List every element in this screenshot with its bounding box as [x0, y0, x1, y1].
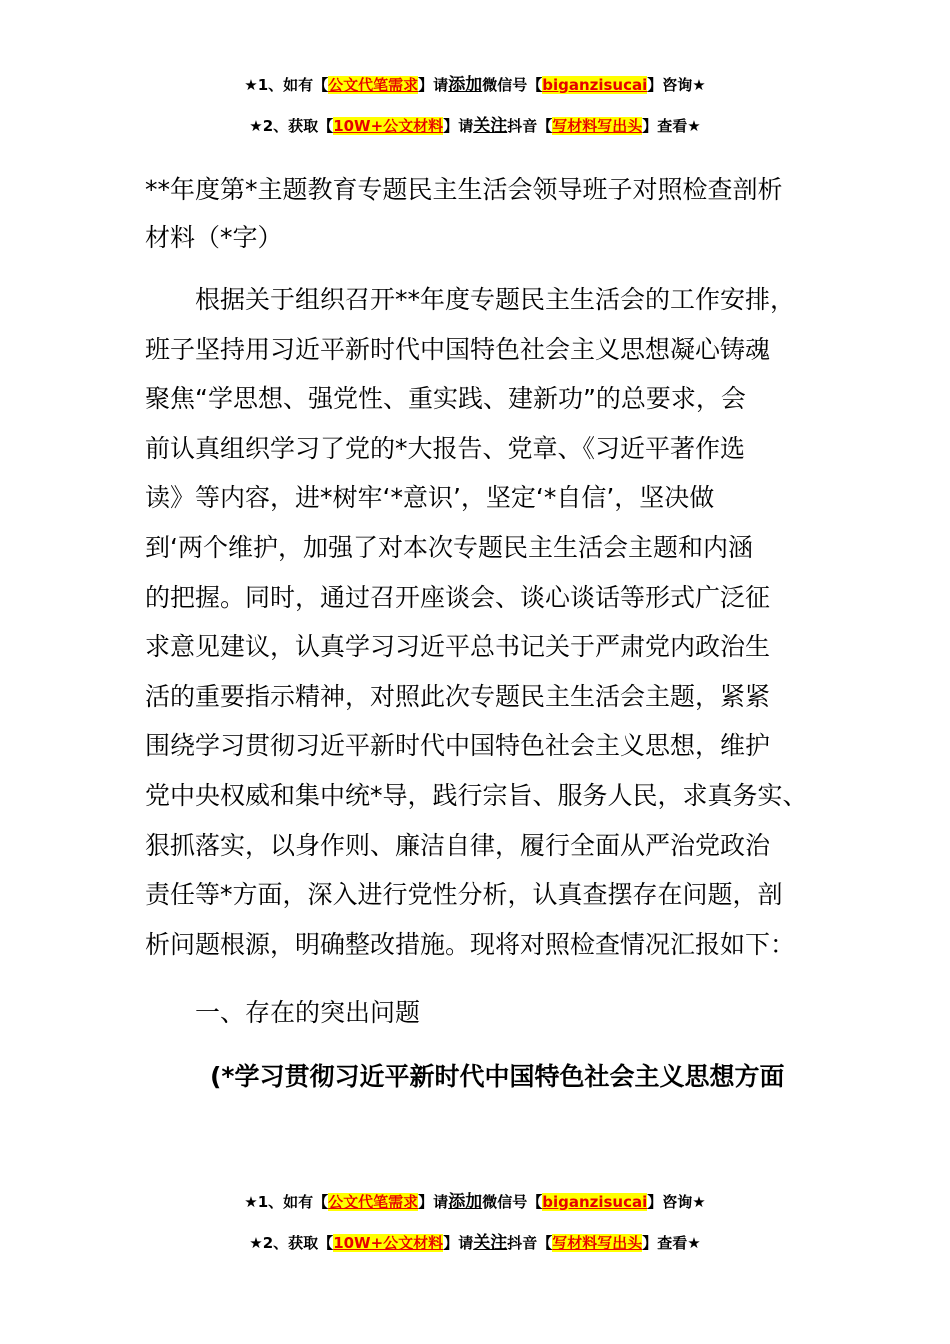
paragraph-line: 围绕学习贯彻习近平新时代中国特色社会主义思想，维护	[145, 731, 771, 761]
paragraph-line: 聚焦“学思想、强党性、重实践、建新功”的总要求，会	[145, 384, 746, 414]
section-heading-2: (*学习贯彻习近平新时代中国特色社会主义思想方面	[210, 1062, 785, 1091]
banner-text: 】请	[443, 1234, 474, 1252]
paragraph-line: 读》等内容，进*树牢‘*意识’，坚定‘*自信’，坚决做	[145, 483, 715, 513]
banner-highlight: biganzisucai	[542, 1193, 648, 1211]
banner-highlight: 写材料写出头	[552, 1234, 643, 1252]
paragraph-line: 析问题根源，明确整改措施。现将对照检查情况汇报如下：	[145, 929, 796, 959]
banner-underline: 添加	[448, 75, 483, 95]
banner-text: 抖音【	[507, 117, 553, 135]
banner-text: ★1、如有【	[244, 76, 329, 94]
paragraph-line: 责任等*方面，深入进行党性分析，认真查摆存在问题，剖	[145, 880, 783, 910]
paragraph-line: 党中央权威和集中统*导，践行宗旨、服务人民，求真务实、	[145, 780, 808, 810]
banner-text: 】咨询★	[647, 1193, 706, 1211]
banner-text: 】请	[418, 1193, 449, 1211]
banner-text: 】请	[443, 117, 474, 135]
section-heading-1: 一、存在的突出问题	[195, 998, 421, 1027]
banner-highlight: 写材料写出头	[552, 117, 643, 135]
banner-text: 微信号【	[482, 76, 543, 94]
bottom-banner-line-2	[0, 1228, 950, 1253]
banner-highlight: 公文代笔需求	[328, 76, 419, 94]
title-line-2: 材料（*字）	[145, 223, 283, 252]
top-banner-line-1	[0, 70, 950, 95]
banner-highlight: 公文代笔需求	[328, 1193, 419, 1211]
body-paragraph	[145, 275, 835, 969]
paragraph-line: 求意见建议，认真学习习近平总书记关于严肃党内政治生	[145, 632, 771, 662]
banner-text: ★2、获取【	[249, 117, 334, 135]
paragraph-line: 前认真组织学习了党的*大报告、党章、《习近平著作选	[145, 433, 746, 463]
bottom-banner-line-1	[0, 1187, 950, 1212]
banner-highlight: biganzisucai	[542, 76, 648, 94]
paragraph-line: 班子坚持用习近平新时代中国特色社会主义思想凝心铸魂	[145, 334, 771, 364]
banner-text: 微信号【	[482, 1193, 543, 1211]
banner-highlight: 10W+公文材料	[333, 117, 444, 135]
paragraph-line: 根据关于组织召开**年度专题民主生活会的工作安排，	[195, 285, 796, 314]
title-line-1: **年度第*主题教育专题民主生活会领导班子对照检查剖析	[145, 175, 783, 204]
banner-text: 】请	[418, 76, 449, 94]
top-banner-line-2	[0, 111, 950, 136]
banner-text: ★2、获取【	[249, 1234, 334, 1252]
paragraph-line: 狠抓落实，以身作则、廉洁自律，履行全面从严治党政治	[145, 830, 771, 860]
paragraph-line: 的把握。同时，通过召开座谈会、谈心谈话等形式广泛征	[145, 582, 771, 612]
banner-underline: 关注	[473, 116, 508, 136]
banner-underline: 关注	[473, 1233, 508, 1253]
banner-text: 】查看★	[642, 1234, 701, 1252]
banner-text: 】咨询★	[647, 76, 706, 94]
banner-text: 抖音【	[507, 1234, 553, 1252]
banner-underline: 添加	[448, 1192, 483, 1212]
paragraph-line: 到‘两个维护，加强了对本次专题民主生活会主题和内涵	[145, 532, 753, 562]
document-title	[145, 166, 825, 262]
paragraph-line: 活的重要指示精神，对照此次专题民主生活会主题，紧紧	[145, 681, 771, 711]
banner-text: 】查看★	[642, 117, 701, 135]
banner-highlight: 10W+公文材料	[333, 1234, 444, 1252]
banner-text: ★1、如有【	[244, 1193, 329, 1211]
